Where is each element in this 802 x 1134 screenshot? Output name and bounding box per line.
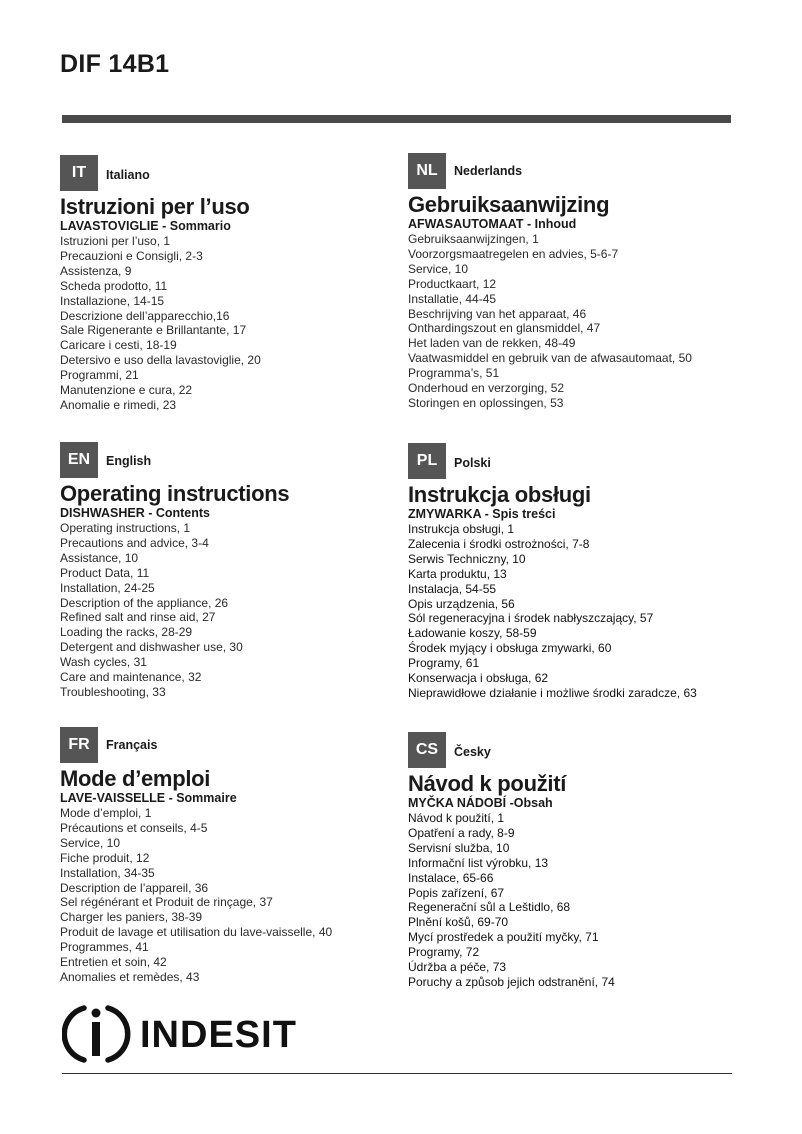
section-header (60, 727, 400, 763)
contents-item: Detergent and dishwasher use, 30 (60, 640, 243, 655)
contents-item: Sale Rigenerante e Brillantante, 17 (60, 323, 247, 338)
contents-item: Operating instructions, 1 (60, 521, 191, 535)
contents-item: Konserwacja i obsługa, 62 (408, 671, 549, 686)
section-english (60, 442, 400, 700)
brand-wordmark: INDESIT (140, 1014, 297, 1056)
contents-item: Loading the racks, 28-29 (60, 625, 193, 640)
contents-item: Het laden van de rekken, 48-49 (408, 336, 576, 351)
contents-item: Manutenzione e cura, 22 (60, 383, 193, 398)
contents-item: Refined salt and rinse aid, 27 (60, 610, 216, 625)
contents-item: Installatie, 44-45 (408, 291, 497, 306)
language-code-badge: EN (60, 442, 98, 478)
language-name: Français (106, 738, 158, 752)
contents-item: Detersivo e uso della lavastoviglie, 20 (60, 353, 261, 368)
section-cesky (408, 732, 748, 990)
contents-item: Entretien et soin, 42 (60, 955, 167, 970)
contents-item: Servisní služba, 10 (408, 840, 510, 855)
contents-item: Installation, 34-35 (60, 865, 155, 880)
contents-item: Precautions and advice, 3-4 (60, 535, 209, 550)
model-number: DIF 14B1 (60, 50, 170, 78)
contents-item: Précautions et conseils, 4-5 (60, 820, 208, 835)
contents-list (60, 234, 400, 413)
contents-item: Programmi, 21 (60, 368, 139, 383)
contents-item: Instalace, 65-66 (408, 870, 494, 885)
contents-item: Onthardingszout en glansmiddel, 47 (408, 321, 601, 336)
section-header (408, 443, 748, 479)
footer-divider (62, 1073, 732, 1074)
section-subtitle: LAVE-VAISSELLE - Sommaire (60, 791, 237, 805)
section-header (408, 732, 748, 768)
contents-item: Údržba a péče, 73 (408, 960, 507, 975)
contents-item: Precauzioni e Consigli, 2-3 (60, 248, 203, 263)
contents-item: Voorzorgsmaatregelen en advies, 5-6-7 (408, 246, 619, 261)
language-code-badge: FR (60, 727, 98, 763)
language-code-badge: IT (60, 155, 98, 191)
contents-item: Mycí prostředek a použití myčky, 71 (408, 930, 599, 945)
section-header (408, 153, 748, 189)
section-subtitle: DISHWASHER - Contents (60, 506, 210, 520)
contents-item: Description of the appliance, 26 (60, 595, 229, 610)
section-italiano (60, 155, 400, 413)
contents-list (60, 521, 400, 700)
contents-item: Poruchy a způsob jejich odstranění, 74 (408, 974, 615, 989)
contents-item: Productkaart, 12 (408, 276, 497, 291)
indesit-logo (62, 1000, 302, 1066)
contents-item: Storingen en oplossingen, 53 (408, 395, 564, 410)
contents-item: Istruzioni per l’uso, 1 (60, 234, 171, 248)
contents-item: Popis zařízení, 67 (408, 885, 505, 900)
contents-item: Assistenza, 9 (60, 263, 132, 278)
contents-item: Troubleshooting, 33 (60, 684, 166, 699)
section-subtitle: ZMYWARKA - Spis treści (408, 507, 556, 521)
contents-item: Product Data, 11 (60, 565, 150, 580)
contents-item: Instalacja, 54-55 (408, 581, 497, 596)
contents-item: Sel régénérant et Produit de rinçage, 37 (60, 895, 273, 910)
contents-item: Zalecenia i środki ostrożności, 7-8 (408, 536, 590, 551)
contents-item: Programy, 72 (408, 945, 480, 960)
language-code-badge: NL (408, 153, 446, 189)
contents-item: Plnění košů, 69-70 (408, 915, 509, 930)
contents-item: Sól regeneracyjna i środek nabłyszczający, 57 (408, 611, 654, 626)
contents-item: Caricare i cesti, 18-19 (60, 338, 177, 353)
contents-item: Gebruiksaanwijzingen, 1 (408, 232, 539, 246)
contents-list (408, 232, 748, 411)
contents-item: Installazione, 14-15 (60, 293, 165, 308)
contents-list (408, 522, 748, 701)
language-code-badge: CS (408, 732, 446, 768)
contents-item: Programmes, 41 (60, 940, 149, 955)
language-name: Polski (454, 456, 491, 470)
section-title: Instrukcja obsługi (408, 482, 591, 507)
header-divider (62, 115, 731, 123)
section-subtitle: LAVASTOVIGLIE - Sommario (60, 219, 231, 233)
language-name: Italiano (106, 168, 150, 182)
contents-item: Description de l’appareil, 36 (60, 880, 209, 895)
language-name: English (106, 454, 152, 468)
section-title: Operating instructions (60, 481, 290, 506)
contents-list (60, 806, 400, 985)
contents-item: Karta produktu, 13 (408, 566, 507, 581)
language-name: Česky (454, 745, 491, 759)
contents-item: Wash cycles, 31 (60, 655, 147, 670)
contents-item: Anomalie e rimedi, 23 (60, 397, 177, 412)
contents-item: Service, 10 (60, 835, 121, 850)
contents-item: Descrizione dell’apparecchio,16 (60, 308, 230, 323)
contents-list (408, 811, 748, 990)
section-subtitle: MYČKA NÁDOBÍ -Obsah (408, 796, 553, 810)
section-polski (408, 443, 748, 701)
contents-item: Ładowanie koszy, 58-59 (408, 626, 537, 641)
language-code-badge: PL (408, 443, 446, 479)
contents-item: Mode d’emploi, 1 (60, 806, 152, 820)
contents-item: Programy, 61 (408, 656, 480, 671)
section-title: Mode d’emploi (60, 766, 211, 791)
contents-item: Nieprawidłowe działanie i możliwe środki zaradcze, 63 (408, 685, 697, 700)
section-title: Návod k použití (408, 771, 567, 796)
contents-item: Návod k použití, 1 (408, 811, 505, 825)
contents-item: Opatření a rady, 8-9 (408, 825, 515, 840)
section-subtitle: AFWASAUTOMAAT - Inhoud (408, 217, 577, 231)
contents-item: Produit de lavage et utilisation du lave-vaisselle, 40 (60, 925, 333, 940)
section-header (60, 442, 400, 478)
contents-item: Serwis Techniczny, 10 (408, 551, 526, 566)
contents-item: Vaatwasmiddel en gebruik van de afwasautomaat, 50 (408, 351, 692, 366)
contents-item: Service, 10 (408, 261, 469, 276)
contents-item: Programma’s, 51 (408, 366, 500, 381)
contents-item: Assistance, 10 (60, 550, 139, 565)
language-name: Nederlands (454, 164, 523, 178)
contents-item: Informační list výrobku, 13 (408, 855, 549, 870)
section-title: Gebruiksaanwijzing (408, 192, 610, 217)
section-header (60, 155, 400, 191)
contents-item: Regenerační sůl a Leštidlo, 68 (408, 900, 571, 915)
contents-item: Scheda prodotto, 11 (60, 278, 168, 293)
contents-item: Opis urządzenia, 56 (408, 596, 515, 611)
contents-item: Onderhoud en verzorging, 52 (408, 381, 565, 396)
section-title: Istruzioni per l’uso (60, 194, 250, 219)
contents-item: Care and maintenance, 32 (60, 670, 202, 685)
contents-item: Anomalies et remèdes, 43 (60, 969, 200, 984)
contents-item: Charger les paniers, 38-39 (60, 910, 203, 925)
section-nederlands (408, 153, 748, 411)
contents-item: Instrukcja obsługi, 1 (408, 522, 515, 536)
contents-item: Środek myjący i obsługa zmywarki, 60 (408, 641, 612, 656)
section-francais (60, 727, 400, 985)
contents-item: Fiche produit, 12 (60, 850, 150, 865)
contents-item: Beschrijving van het apparaat, 46 (408, 306, 587, 321)
contents-item: Installation, 24-25 (60, 580, 155, 595)
